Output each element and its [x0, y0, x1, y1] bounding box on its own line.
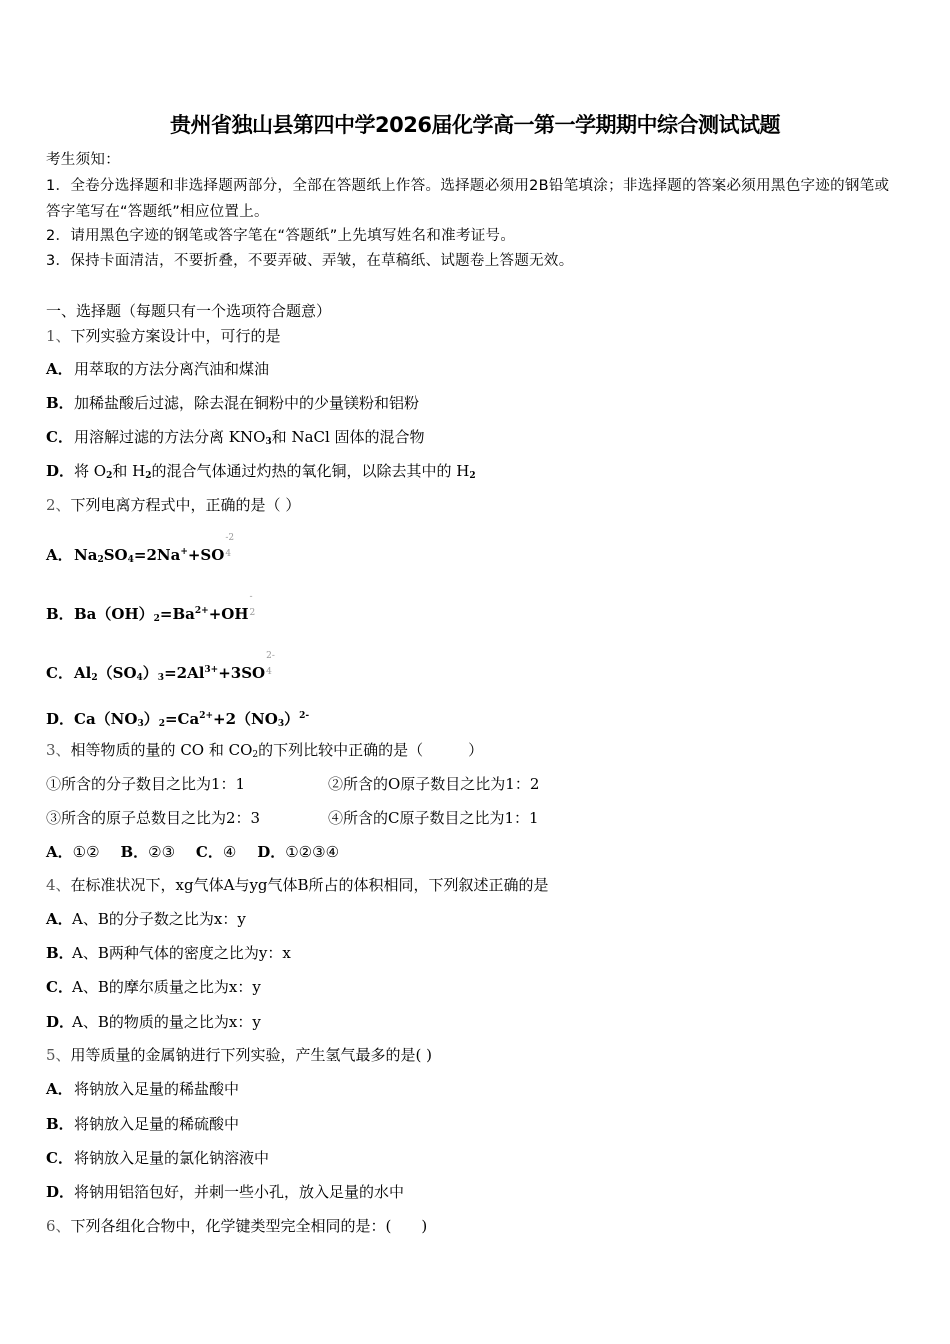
subscript: 2: [252, 750, 259, 760]
statement-2: ②所含的O原子数目之比为1：2: [328, 775, 540, 793]
q3-option-a[interactable]: [46, 843, 100, 861]
q3-statements-row-1: [46, 772, 902, 796]
superscript: 2+: [194, 606, 209, 616]
q1-option-a[interactable]: [46, 357, 902, 381]
question-stem: 相等物质的量的 CO 和 CO: [70, 741, 253, 759]
q3-option-d[interactable]: [257, 843, 339, 861]
option-label: A．: [46, 1080, 73, 1098]
option-text: ②③: [148, 843, 176, 861]
subscript: 2: [106, 471, 113, 481]
q4-option-c[interactable]: [46, 975, 902, 999]
option-text-post: 和 NaCl 固体的混合物: [271, 428, 425, 446]
statement-4: ④所含的C原子数目之比为1：1: [328, 809, 539, 827]
option-label: B．: [120, 843, 149, 861]
option-label: B．: [46, 605, 74, 623]
option-text: 加稀盐酸后过滤，除去混在铜粉中的少量镁粉和铝粉: [74, 394, 420, 412]
notice-item-2: 2．请用黑色字迹的钢笔或答字笔在“答题纸”上先填写姓名和准考证号。: [46, 228, 516, 244]
exam-title: 贵州省独山县第四中学2026届化学高一第一学期期中综合测试试题: [170, 113, 780, 137]
option-text: A、B的物质的量之比为x：y: [72, 1013, 261, 1031]
question-stem: 用等质量的金属钠进行下列实验，产生氢气最多的是( ): [70, 1046, 433, 1064]
question-stem: 下列各组化合物中，化学键类型完全相同的是：( ): [70, 1217, 428, 1235]
formula: +OH: [208, 605, 249, 623]
q3-option-b[interactable]: [120, 843, 175, 861]
q4-option-d[interactable]: [46, 1010, 902, 1034]
ion-charge: [265, 651, 277, 678]
option-label: B．: [46, 394, 74, 412]
question-number: 6、: [46, 1217, 71, 1235]
q5-option-c[interactable]: [46, 1146, 902, 1170]
statement-1: ①所含的分子数目之比为1：1: [46, 775, 246, 793]
option-label: B．: [46, 944, 74, 962]
formula: Ba（OH）: [74, 605, 154, 623]
subscript: 2: [91, 673, 98, 683]
option-label: D．: [46, 462, 75, 480]
q2-option-a[interactable]: [46, 533, 902, 572]
notice-item-3: 3．保持卡面清洁，不要折叠，不要弄破、弄皱，在草稿纸、试题卷上答题无效。: [46, 253, 574, 269]
question-5: [46, 1043, 902, 1067]
q5-option-a[interactable]: [46, 1077, 902, 1101]
option-label: D．: [257, 843, 286, 861]
option-label: D．: [46, 1183, 75, 1201]
option-text: 将 O: [74, 462, 107, 480]
subscript: 3: [157, 673, 165, 683]
option-text: 将钠放入足量的氯化钠溶液中: [74, 1149, 270, 1167]
formula: SO: [103, 546, 128, 564]
q4-option-b[interactable]: [46, 941, 902, 965]
question-number: 5、: [46, 1046, 71, 1064]
question-number: 3、: [46, 741, 71, 759]
option-text: ④: [222, 843, 237, 861]
ion-charge: [249, 592, 261, 619]
formula: =Ca: [164, 710, 200, 728]
formula: ）: [143, 710, 159, 728]
q2-option-c[interactable]: [46, 651, 902, 690]
subscript: 3: [137, 719, 144, 729]
atom-count: 2: [249, 608, 256, 618]
option-label: C．: [46, 1149, 73, 1167]
option-text: 将钠放入足量的稀盐酸中: [74, 1080, 240, 1098]
subscript: 3: [265, 437, 272, 447]
q2-option-d[interactable]: [46, 704, 902, 736]
q1-option-b[interactable]: [46, 391, 902, 415]
question-number: 4、: [46, 876, 71, 894]
formula: Ca（NO: [74, 710, 138, 728]
formula: （SO: [97, 664, 137, 682]
option-text: A、B的摩尔质量之比为x：y: [72, 978, 261, 996]
option-label: C．: [195, 843, 223, 861]
option-text: 将钠放入足量的稀硫酸中: [74, 1115, 240, 1133]
superscript: 2-: [299, 711, 310, 721]
q3-statements-row-2: [46, 806, 902, 830]
q4-option-a[interactable]: [46, 907, 902, 931]
option-text: ①②: [72, 843, 100, 861]
charge: -: [249, 592, 253, 602]
statement-3: ③所含的原子总数目之比为2：3: [46, 809, 261, 827]
superscript: 3+: [204, 665, 219, 675]
option-label: C．: [46, 978, 73, 996]
question-number: 2、: [46, 496, 71, 514]
question-stem: 下列电离方程式中，正确的是（ ）: [70, 496, 301, 514]
formula: +3SO: [218, 664, 266, 682]
charge: -2: [225, 533, 235, 543]
option-text: 将钠用铝箔包好，并刺一些小孔，放入足量的水中: [74, 1183, 405, 1201]
formula: =Ba: [159, 605, 195, 623]
option-label: A．: [46, 843, 73, 861]
atom-count: 4: [225, 549, 232, 559]
option-label: A．: [46, 360, 73, 378]
subscript: 2: [97, 555, 104, 565]
subscript: 2: [153, 614, 160, 624]
option-text: 的混合气体通过灼热的氧化铜，以除去其中的 H: [151, 462, 470, 480]
formula: +SO: [187, 546, 225, 564]
option-label: B．: [46, 1115, 74, 1133]
subscript: 4: [136, 673, 143, 683]
subscript: 3: [277, 719, 285, 729]
question-3: [46, 738, 902, 767]
atom-count: 4: [266, 667, 272, 677]
formula: Na: [74, 546, 98, 564]
question-4: [46, 873, 902, 897]
option-label: D．: [46, 1013, 75, 1031]
option-label: A．: [46, 910, 73, 928]
option-label: C．: [46, 428, 73, 446]
q2-option-b[interactable]: [46, 592, 902, 631]
subscript: 2: [145, 471, 152, 481]
question-6: [46, 1214, 902, 1238]
option-text: ①②③④: [285, 843, 340, 861]
formula: ）: [284, 710, 300, 728]
question-2: [46, 493, 902, 517]
question-stem: 下列实验方案设计中，可行的是: [70, 327, 281, 345]
q3-option-c[interactable]: [196, 843, 236, 861]
option-text-pre: 用溶解过滤的方法分离 KNO: [74, 428, 266, 446]
subscript: 2: [158, 719, 165, 729]
question-number: 1、: [46, 327, 71, 345]
option-text: 用萃取的方法分离汽油和煤油: [74, 360, 270, 378]
option-text: A、B的分子数之比为x：y: [72, 910, 246, 928]
option-label: C．: [46, 664, 73, 682]
formula: Al: [74, 664, 92, 682]
section-heading: 一、选择题（每题只有一个选项符合题意）: [46, 302, 332, 320]
question-stem: 在标准状况下，xg气体A与yg气体B所占的体积相同，下列叙述正确的是: [70, 876, 549, 894]
q3-options: [46, 840, 902, 864]
subscript: 4: [127, 555, 134, 565]
formula: ）: [142, 664, 158, 682]
subscript: 2: [469, 471, 476, 481]
option-text: 和 H: [112, 462, 146, 480]
superscript: 2+: [199, 711, 214, 721]
q5-option-d[interactable]: [46, 1180, 902, 1204]
formula: =2Na: [133, 546, 181, 564]
option-label: D．: [46, 710, 75, 728]
question-stem: 的下列比较中正确的是（ ）: [258, 741, 484, 759]
notice-heading: 考生须知：: [46, 152, 120, 168]
notice-item-1: 1．全卷分选择题和非选择题两部分，全部在答题纸上作答。选择题必须用2B铅笔填涂；非选择题的答案必须用黑色字迹的钢笔或答字笔写在“答题纸”相应位置上。: [46, 178, 890, 220]
option-text: A、B两种气体的密度之比为y：x: [72, 944, 291, 962]
ion-charge: [224, 533, 236, 560]
charge: 2-: [266, 651, 275, 661]
formula: =2Al: [164, 664, 205, 682]
formula: +2（NO: [213, 710, 278, 728]
question-1: [46, 324, 902, 348]
q1-option-c[interactable]: [46, 425, 902, 454]
option-label: A．: [46, 546, 73, 564]
q5-option-b[interactable]: [46, 1112, 902, 1136]
superscript: +: [180, 547, 188, 557]
q1-option-d[interactable]: [46, 459, 902, 488]
